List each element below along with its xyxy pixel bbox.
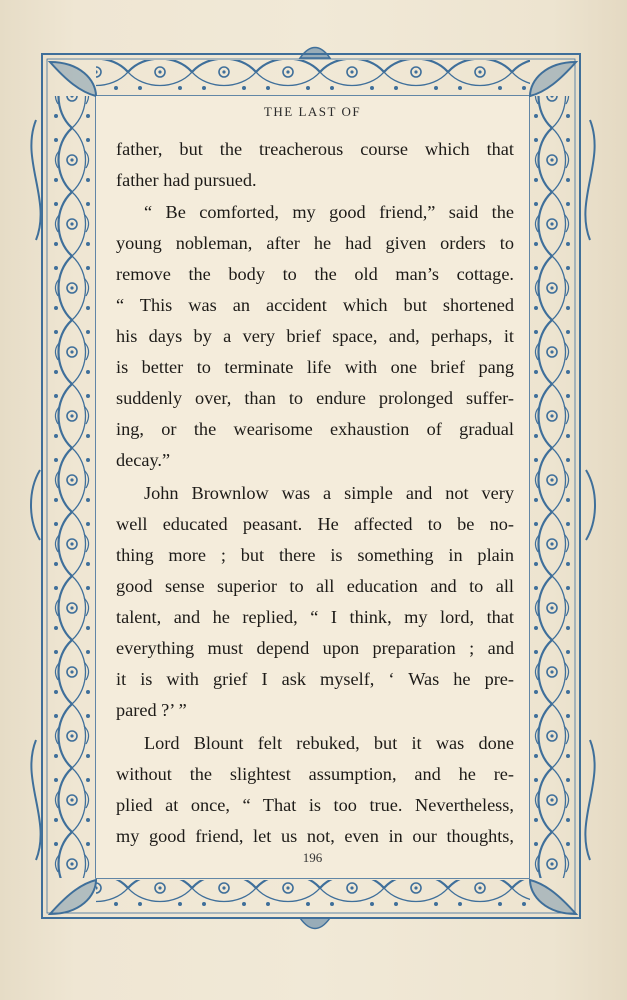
running-head: THE LAST OF	[263, 104, 362, 119]
text-line: suddenly over, than to endure prolonged suffer-	[116, 388, 514, 408]
text-line: Lord Blount felt rebuked, but it was done	[144, 733, 514, 753]
text-line: his days by a very brief space, and, perhaps, it	[116, 326, 514, 346]
text-line: remove the body to the old man’s cottage.	[116, 264, 514, 284]
text-line: young nobleman, after he had given orders to	[116, 233, 514, 253]
text-line: talent, and he replied, “ I think, my lord, that	[116, 607, 514, 627]
text-line: good sense superior to all education and to all	[116, 576, 514, 596]
text-line: father, but the treacherous course which that	[116, 139, 514, 159]
text-line: well educated peasant. He affected to be no-	[116, 514, 514, 534]
text-line: without the slightest assumption, and he re-	[116, 764, 514, 784]
text-line: is better to terminate life with one brief pang	[116, 357, 514, 377]
text-line: my good friend, let us not, even in our thoughts,	[116, 826, 514, 846]
text-block	[96, 96, 529, 878]
text-line: it is with grief I ask myself, ‘ Was he pre-	[116, 669, 514, 689]
text-line: “ Be comforted, my good friend,” said the	[144, 202, 514, 222]
text-line: “ This was an accident which but shortened	[116, 295, 514, 315]
text-line: pared ?’ ”	[116, 700, 187, 720]
text-line: father had pursued.	[116, 170, 257, 190]
text-line: John Brownlow was a simple and not very	[144, 483, 514, 503]
page-number: 196	[302, 850, 323, 865]
text-line: decay.”	[116, 450, 171, 470]
text-line: ing, or the wearisome exhaustion of gradual	[116, 419, 514, 439]
text-line: everything must depend upon preparation ; and	[116, 638, 514, 658]
text-line: thing more ; but there is something in plain	[116, 545, 514, 565]
text-line: plied at once, “ That is too true. Nevertheless,	[116, 795, 514, 815]
